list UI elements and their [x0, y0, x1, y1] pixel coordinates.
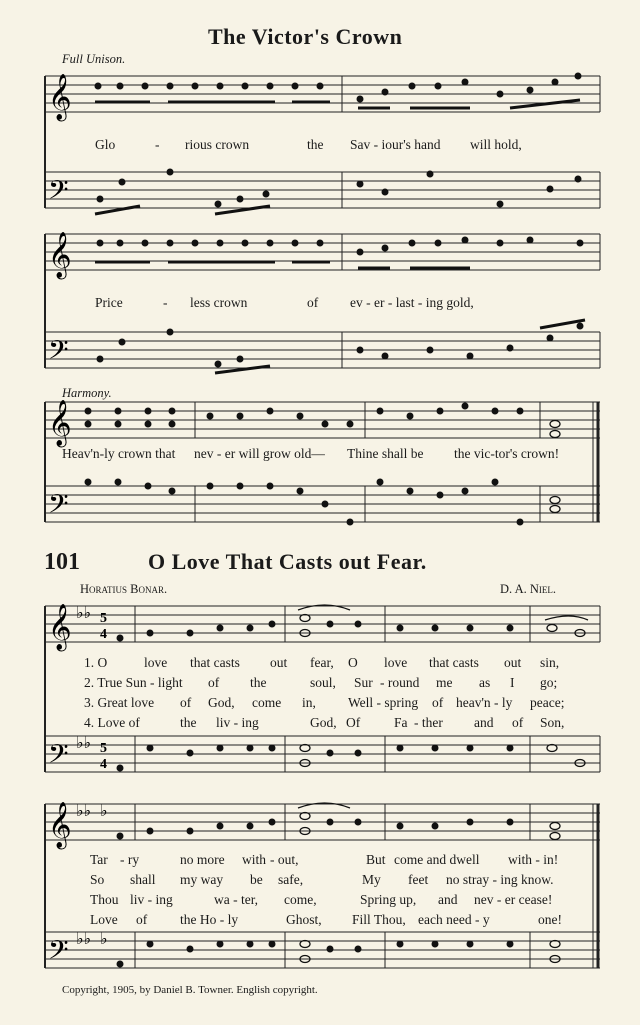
lyric-syllable: Son,	[540, 715, 565, 730]
lyric-syllable: with - in!	[508, 852, 559, 867]
lyric-syllable: me	[436, 675, 453, 690]
lyric-syllable: in,	[302, 695, 316, 710]
lyric-syllable: be	[250, 872, 263, 887]
lyric-syllable: wa - ter,	[214, 892, 259, 907]
svg-text:5: 5	[100, 741, 107, 756]
lyric-syllable: 4. Love of	[84, 715, 140, 730]
lyric-syllable: with	[242, 852, 267, 867]
lyric-syllable: 2. True Sun - light	[84, 675, 183, 690]
svg-text:𝄞: 𝄞	[48, 802, 72, 848]
lyric-syllable: Thou	[90, 892, 119, 907]
verses-block-1	[84, 655, 584, 733]
lyric-syllable: O	[348, 655, 358, 670]
lyric-syllable: out	[504, 655, 522, 670]
lyric-syllable: the vic-tor's crown!	[454, 446, 560, 461]
lyric-syllable: - ry	[120, 852, 140, 867]
lyric-syllable: Spring up,	[360, 892, 417, 907]
lyric-syllable: 1. O	[84, 655, 108, 670]
lyric-syllable: God,	[310, 715, 337, 730]
lyric-syllable: nev - er will grow old—	[194, 446, 325, 461]
lyric-syllable: So	[90, 872, 105, 887]
lyric-syllable: - round	[380, 675, 420, 690]
lyric-syllable: soul,	[310, 675, 336, 690]
verses-block-2	[90, 852, 590, 930]
svg-text:𝄢: 𝄢	[48, 488, 69, 526]
verse-4-line-2	[90, 912, 590, 930]
svg-text:𝄞: 𝄞	[48, 604, 72, 650]
composer-credit: D. A. Niel.	[500, 582, 557, 596]
lyric-syllable: of	[307, 295, 319, 310]
hymn-title: O Love That Casts out Fear.	[148, 549, 427, 574]
lyric-syllable: God,	[208, 695, 235, 710]
lyric-syllable: the Ho - ly	[180, 912, 239, 927]
lyric-syllable: the	[307, 137, 324, 152]
svg-text:𝄞: 𝄞	[48, 400, 72, 446]
lyric-syllable: - out,	[270, 852, 299, 867]
svg-text:𝄢: 𝄢	[48, 934, 69, 972]
verse-4-line-1	[84, 715, 584, 733]
lyric-syllable: of	[180, 695, 192, 710]
lyric-syllable: one!	[538, 912, 562, 927]
verse-1-line-2	[90, 852, 590, 870]
lyric-syllable: - ther	[414, 715, 443, 730]
lyric-syllable: liv - ing	[216, 715, 259, 730]
lyric-syllable: rious crown	[185, 137, 250, 152]
lyric-syllable: Sav - iour's hand	[350, 137, 441, 152]
lyric-syllable: come	[252, 695, 282, 710]
verse-2-line-2	[90, 872, 590, 890]
lyric-syllable: Tar	[90, 852, 108, 867]
lyric-syllable: of	[432, 695, 444, 710]
lyrics-line-2	[95, 295, 575, 313]
lyric-syllable: I	[510, 675, 515, 690]
tempo-marking-harmony: Harmony.	[62, 386, 112, 400]
lyric-syllable: the	[250, 675, 267, 690]
lyric-syllable: Fill Thou,	[352, 912, 406, 927]
lyric-syllable: safe,	[278, 872, 304, 887]
svg-text:4: 4	[100, 757, 107, 772]
lyric-syllable: -	[163, 295, 168, 310]
lyric-syllable: each need - y	[418, 912, 490, 927]
copyright-notice: Copyright, 1905, by Daniel B. Towner. English copyright.	[62, 984, 318, 996]
svg-text:♭♭: ♭♭	[76, 803, 92, 820]
lyric-syllable: and	[474, 715, 494, 730]
lyric-syllable: and	[438, 892, 458, 907]
lyric-syllable: Ghost,	[286, 912, 322, 927]
svg-text:𝄢: 𝄢	[48, 174, 69, 212]
lyric-syllable: the	[180, 715, 197, 730]
lyric-syllable: Sur	[354, 675, 373, 690]
verse-3-line-2	[90, 892, 590, 910]
lyric-syllable: no stray - ing know.	[446, 872, 554, 887]
svg-text:𝄢: 𝄢	[48, 738, 69, 776]
svg-text:5: 5	[100, 611, 107, 626]
verse-1-line-1	[84, 655, 584, 673]
lyric-syllable: Of	[346, 715, 361, 730]
lyric-syllable: less crown	[190, 295, 248, 310]
lyric-syllable: love	[144, 655, 168, 670]
hymn-title: The Victor's Crown	[208, 24, 403, 49]
verse-3-line-1	[84, 695, 584, 713]
lyric-syllable: Love	[90, 912, 118, 927]
svg-text:♭♭: ♭♭	[76, 605, 92, 622]
lyric-syllable: come and dwell	[394, 852, 480, 867]
lyric-syllable: as	[479, 675, 491, 690]
lyric-syllable: liv - ing	[130, 892, 173, 907]
hymn-number: 101	[44, 549, 80, 575]
lyric-syllable: that casts	[190, 655, 240, 670]
lyric-syllable: Well - spring	[348, 695, 419, 710]
lyric-syllable: But	[366, 852, 386, 867]
lyric-syllable: Thine shall be	[347, 446, 424, 461]
lyric-syllable: shall	[130, 872, 156, 887]
lyric-syllable: of	[208, 675, 220, 690]
svg-text:♭: ♭	[100, 803, 108, 820]
lyric-syllable: of	[136, 912, 148, 927]
lyric-syllable: no more	[180, 852, 225, 867]
lyric-syllable: 3. Great love	[84, 695, 155, 710]
svg-text:𝄢: 𝄢	[48, 334, 69, 372]
lyric-syllable: that casts	[429, 655, 479, 670]
svg-text:♭: ♭	[100, 931, 108, 948]
lyric-syllable: my way	[180, 872, 224, 887]
lyric-syllable: Glo	[95, 137, 116, 152]
svg-text:♭♭: ♭♭	[76, 735, 92, 752]
lyric-syllable: My	[362, 872, 381, 887]
svg-text:♭♭: ♭♭	[76, 931, 92, 948]
svg-text:4: 4	[100, 627, 107, 642]
lyric-syllable: Price	[95, 295, 123, 310]
svg-text:𝄞: 𝄞	[48, 232, 72, 278]
lyric-syllable: out	[270, 655, 288, 670]
tempo-marking-unison: Full Unison.	[62, 52, 126, 66]
lyric-syllable: heav'n - ly	[456, 695, 513, 710]
lyric-syllable: -	[155, 137, 160, 152]
verse-2-line-1	[84, 675, 584, 693]
lyric-syllable: will hold,	[470, 137, 522, 152]
lyric-syllable: ev - er - last - ing gold,	[350, 295, 474, 310]
svg-text:𝄞: 𝄞	[48, 74, 72, 120]
lyric-syllable: fear,	[310, 655, 334, 670]
lyric-syllable: Heav'n-ly crown that	[62, 446, 176, 461]
lyric-syllable: feet	[408, 872, 429, 887]
lyrics-line-3	[62, 446, 582, 464]
lyric-syllable: come,	[284, 892, 317, 907]
lyric-syllable: sin,	[540, 655, 560, 670]
lyric-syllable: love	[384, 655, 408, 670]
lyric-syllable: nev - er cease!	[474, 892, 553, 907]
author-credit: Horatius Bonar.	[80, 582, 168, 596]
lyric-syllable: of	[512, 715, 524, 730]
lyrics-line-1	[95, 137, 575, 155]
lyric-syllable: go;	[540, 675, 558, 690]
lyric-syllable: peace;	[530, 695, 565, 710]
lyric-syllable: Fa	[394, 715, 408, 730]
